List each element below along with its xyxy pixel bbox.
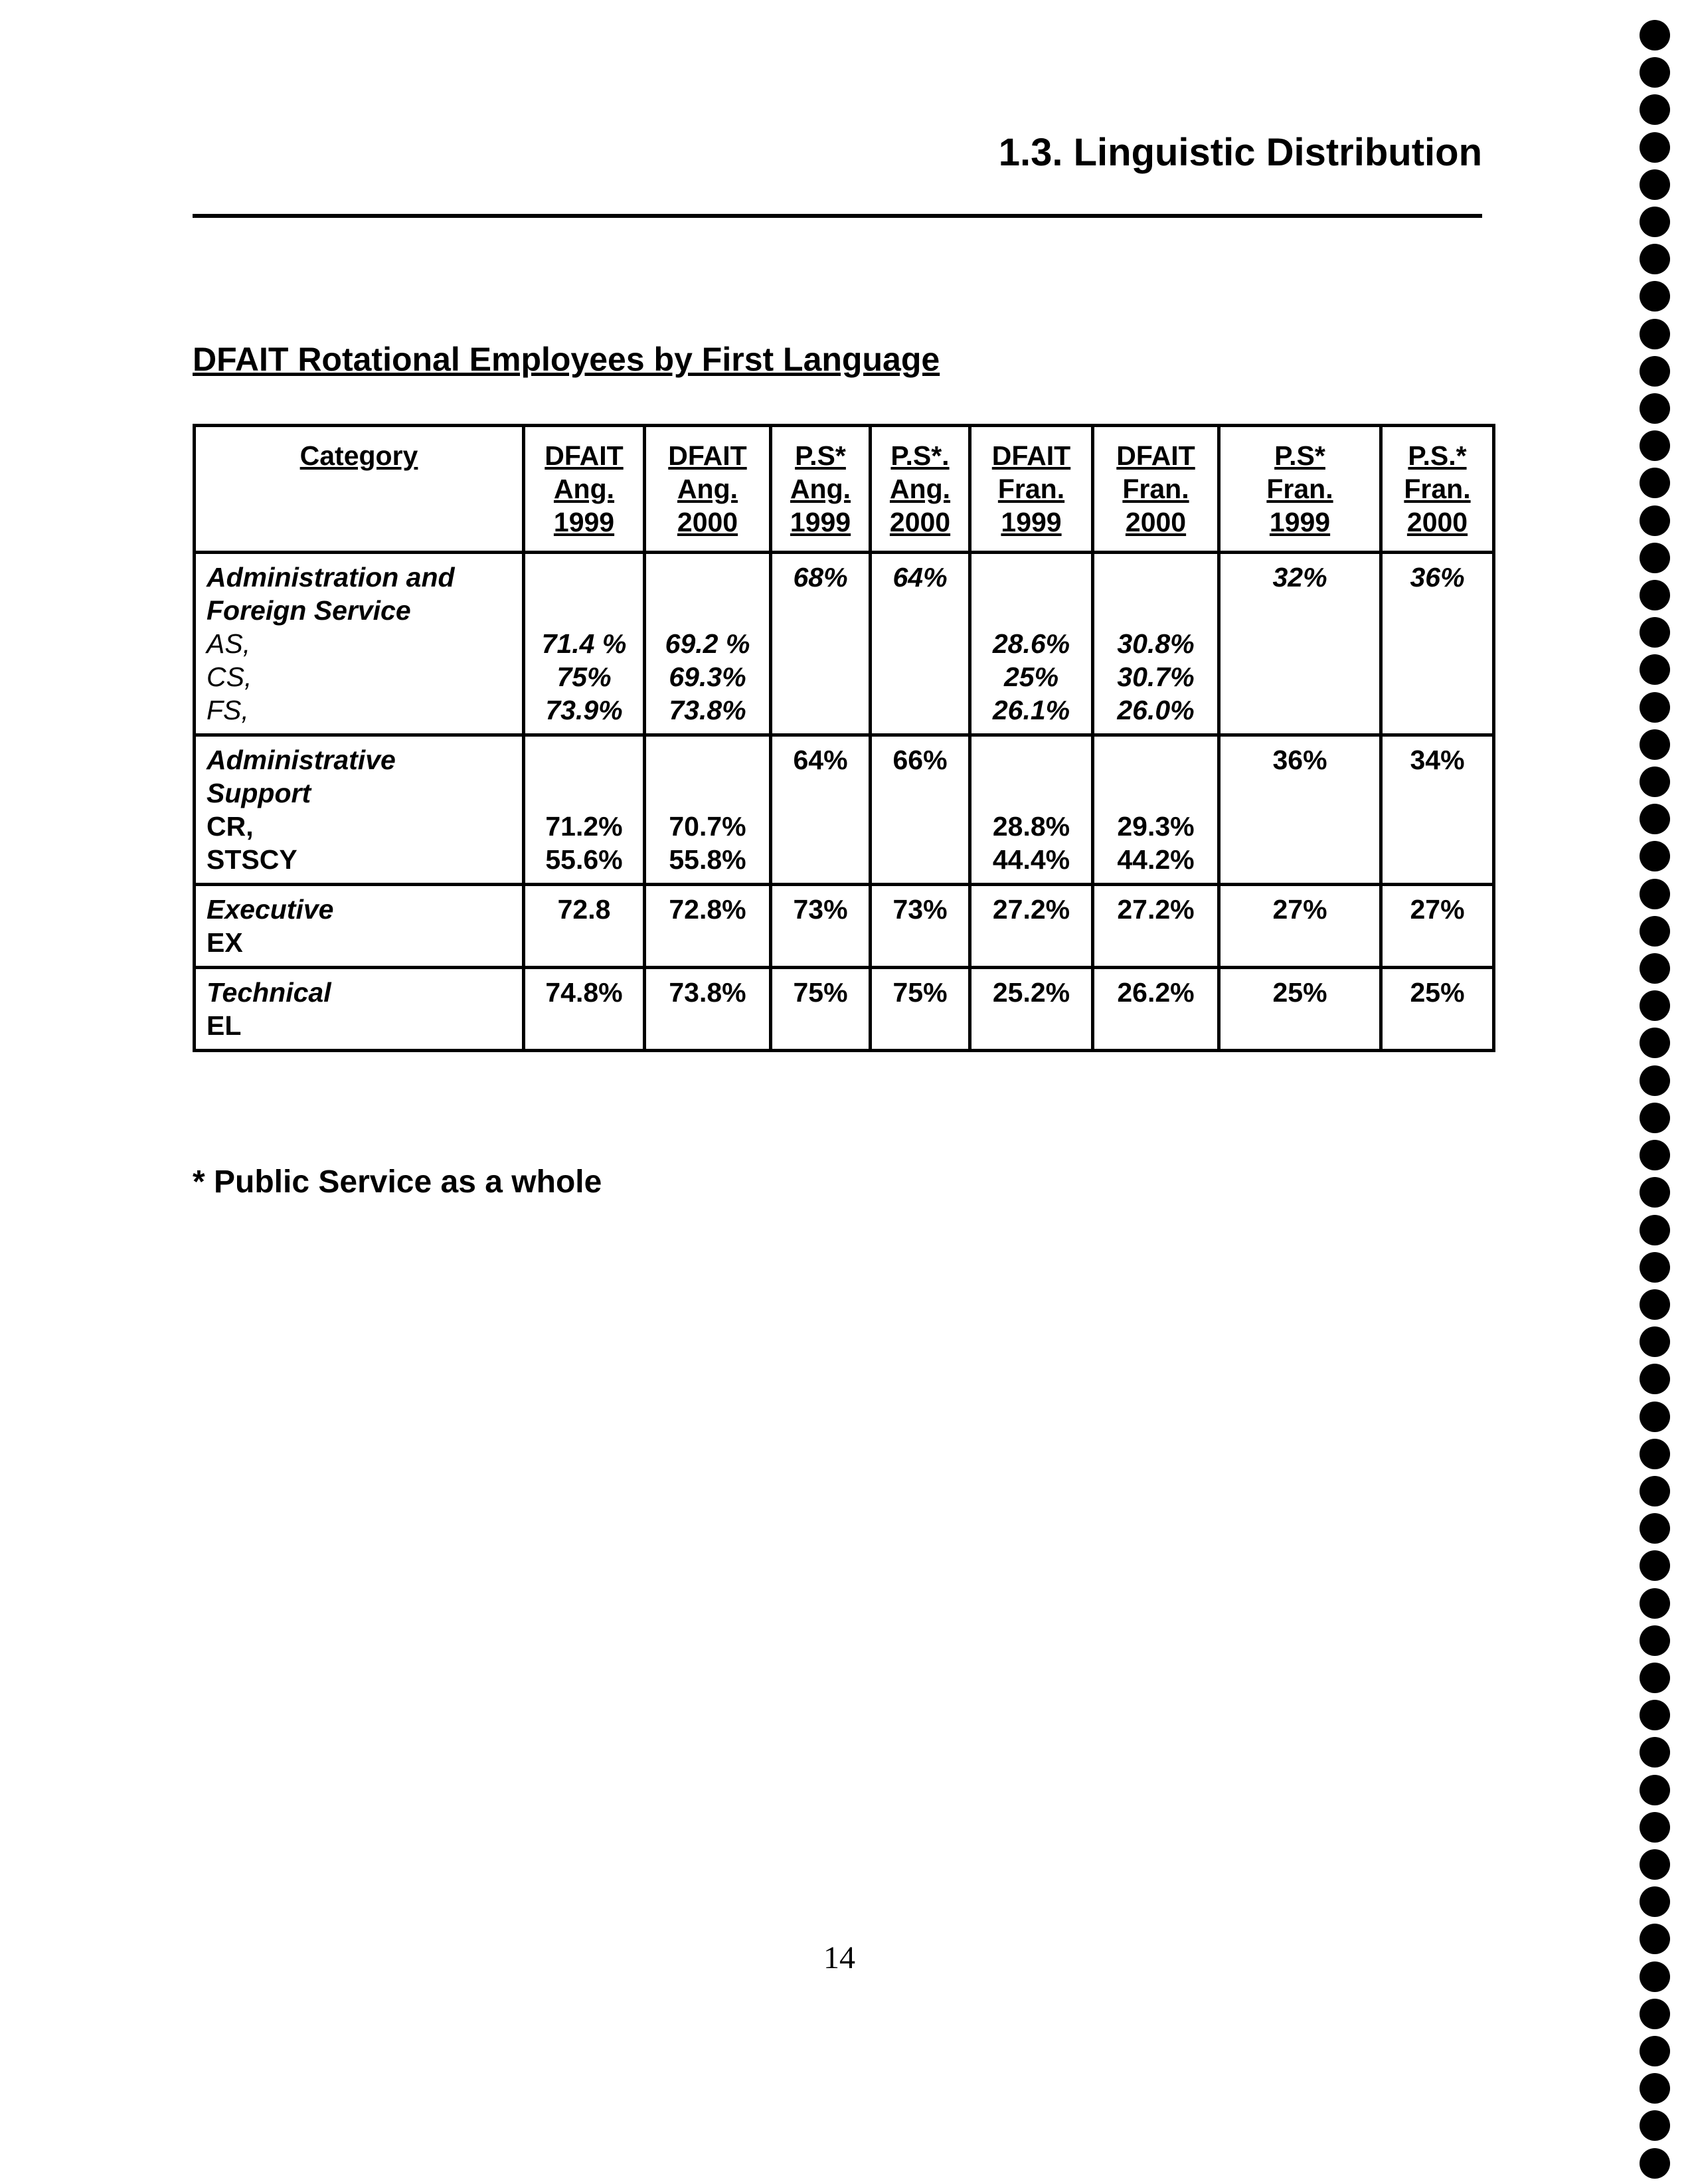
header-line: DFAIT [991, 440, 1071, 471]
value-cell [645, 553, 771, 735]
value-cell [970, 885, 1093, 968]
category-line: FS, [207, 695, 249, 725]
footnote: * Public Service as a whole [193, 1164, 602, 1200]
value-cell [524, 885, 645, 968]
value-cell [524, 553, 645, 735]
value-line: 73.8% [669, 695, 746, 725]
binding-hole [1640, 94, 1670, 125]
binding-hole [1640, 319, 1670, 349]
category-line: Administrative [207, 745, 396, 775]
value-line [657, 743, 758, 776]
binding-hole [1640, 244, 1670, 274]
category-line: STSCY [207, 844, 297, 875]
header-line: Ang. [553, 474, 615, 504]
value-cell [645, 968, 771, 1051]
value-cell [1381, 968, 1494, 1051]
value-line [657, 776, 758, 810]
binding-hole [1640, 1476, 1670, 1506]
section-title: 1.3. Linguistic Distribution [998, 131, 1482, 174]
value-line: 28.8% [992, 811, 1070, 842]
value-line [657, 594, 758, 627]
value-line: 73.9% [545, 695, 623, 725]
value-line: 36% [1410, 562, 1465, 592]
header-line: 2000 [889, 507, 951, 537]
header-line: P.S.* [1408, 440, 1467, 471]
value-line [657, 561, 758, 594]
value-line: 30.8% [1117, 628, 1195, 659]
table-row [195, 553, 1494, 735]
value-cell [1219, 885, 1381, 968]
category-cell [195, 968, 524, 1051]
category-line: Support [207, 778, 311, 808]
category-line: AS, [207, 628, 251, 659]
value-line: 29.3% [1117, 811, 1195, 842]
binding-hole [1640, 617, 1670, 648]
value-line [1105, 561, 1207, 594]
value-line [982, 561, 1080, 594]
header-line: 2000 [1406, 507, 1468, 537]
value-line [536, 776, 632, 810]
value-line: 73% [892, 894, 948, 925]
binding-hole [1640, 1364, 1670, 1394]
table-row [195, 735, 1494, 885]
value-cell [771, 553, 871, 735]
value-line [536, 594, 632, 627]
binding-hole [1640, 1924, 1670, 1954]
category-line: EL [207, 1010, 242, 1041]
header-rule [193, 214, 1482, 218]
binding-hole [1640, 1028, 1670, 1058]
binding-hole [1640, 1775, 1670, 1805]
value-cell [1093, 553, 1219, 735]
binding-hole [1640, 1065, 1670, 1096]
value-line: 27.2% [992, 894, 1070, 925]
value-line: 75% [793, 977, 848, 1008]
value-cell [970, 553, 1093, 735]
value-line: 25% [1410, 977, 1465, 1008]
binding-hole [1640, 2110, 1670, 2141]
value-cell [1093, 735, 1219, 885]
value-line: 70.7% [669, 811, 746, 842]
binding-hole [1640, 841, 1670, 871]
header-line: Fran. [1266, 474, 1333, 504]
value-line [982, 776, 1080, 810]
value-line: 25% [1003, 662, 1059, 692]
column-header [524, 426, 645, 553]
header-line: P.S* [795, 440, 846, 471]
table-title: DFAIT Rotational Employees by First Language [193, 341, 940, 378]
binding-hole [1640, 1140, 1670, 1170]
value-cell [1093, 885, 1219, 968]
header-line: 1999 [1269, 507, 1331, 537]
spiral-binding [1635, 20, 1675, 2179]
value-line: 27% [1410, 894, 1465, 925]
column-header [1219, 426, 1381, 553]
value-cell [871, 885, 970, 968]
value-line: 55.6% [545, 844, 623, 875]
binding-hole [1640, 2073, 1670, 2104]
binding-hole [1640, 169, 1670, 200]
binding-hole [1640, 1700, 1670, 1730]
category-line: Administration and [207, 562, 455, 592]
value-line: 36% [1272, 745, 1327, 775]
binding-hole [1640, 1550, 1670, 1581]
column-header [970, 426, 1093, 553]
category-cell [195, 735, 524, 885]
header-line: P.S* [1274, 440, 1325, 471]
binding-hole [1640, 468, 1670, 498]
binding-hole [1640, 1103, 1670, 1133]
column-header [645, 426, 771, 553]
value-cell [1093, 968, 1219, 1051]
value-cell [1219, 968, 1381, 1051]
header-line: Ang. [889, 474, 951, 504]
value-line: 68% [793, 562, 848, 592]
value-line: 64% [793, 745, 848, 775]
binding-hole [1640, 1849, 1670, 1880]
value-line: 30.7% [1117, 662, 1195, 692]
value-line [536, 743, 632, 776]
column-header [1093, 426, 1219, 553]
value-cell [524, 735, 645, 885]
binding-hole [1640, 1252, 1670, 1283]
value-line: 26.2% [1117, 977, 1195, 1008]
header-line: DFAIT [1116, 440, 1195, 471]
value-line: 74.8% [545, 977, 623, 1008]
binding-hole [1640, 207, 1670, 237]
column-header [1381, 426, 1494, 553]
value-cell [1219, 553, 1381, 735]
value-cell [1381, 735, 1494, 885]
value-line: 25.2% [992, 977, 1070, 1008]
value-line: 75% [556, 662, 612, 692]
value-line: 25% [1272, 977, 1327, 1008]
header-line: 2000 [1125, 507, 1187, 537]
binding-hole [1640, 20, 1670, 50]
category-line: EX [207, 927, 243, 958]
binding-hole [1640, 1625, 1670, 1656]
binding-hole [1640, 1513, 1670, 1544]
category-line: CR, [207, 811, 254, 842]
value-line: 75% [892, 977, 948, 1008]
value-line: 44.4% [992, 844, 1070, 875]
value-line: 64% [892, 562, 948, 592]
binding-hole [1640, 1439, 1670, 1469]
binding-hole [1640, 1215, 1670, 1245]
binding-hole [1640, 580, 1670, 610]
binding-hole [1640, 2148, 1670, 2179]
value-line: 72.8 [557, 894, 611, 925]
binding-hole [1640, 916, 1670, 947]
binding-hole [1640, 281, 1670, 312]
header-line: Ang. [677, 474, 738, 504]
binding-hole [1640, 1999, 1670, 2029]
binding-hole [1640, 990, 1670, 1021]
binding-hole [1640, 692, 1670, 723]
value-line: 69.3% [669, 662, 746, 692]
value-line: 44.2% [1117, 844, 1195, 875]
binding-hole [1640, 1177, 1670, 1208]
header-line: 1999 [553, 507, 615, 537]
header-line: P.S*. [890, 440, 950, 471]
value-cell [771, 885, 871, 968]
value-cell [771, 735, 871, 885]
table-row [195, 968, 1494, 1051]
value-cell [1381, 885, 1494, 968]
value-line: 26.1% [992, 695, 1070, 725]
binding-hole [1640, 1402, 1670, 1432]
binding-hole [1640, 2036, 1670, 2066]
column-header-category [195, 426, 524, 553]
category-cell [195, 885, 524, 968]
value-cell [1381, 553, 1494, 735]
value-line [1105, 743, 1207, 776]
binding-hole [1640, 804, 1670, 834]
binding-hole [1640, 543, 1670, 573]
category-line: Foreign Service [207, 595, 411, 626]
table-header [195, 426, 1494, 553]
value-line [536, 561, 632, 594]
value-line: 26.0% [1117, 695, 1195, 725]
binding-hole [1640, 1326, 1670, 1357]
category-line: Technical [207, 977, 331, 1008]
category-cell [195, 553, 524, 735]
table-row [195, 885, 1494, 968]
table-body [195, 553, 1494, 1051]
header-line: 1999 [1001, 507, 1062, 537]
value-cell [970, 968, 1093, 1051]
value-line: 66% [892, 745, 948, 775]
value-line: 28.6% [992, 628, 1070, 659]
header-line: 2000 [677, 507, 738, 537]
value-cell [970, 735, 1093, 885]
binding-hole [1640, 505, 1670, 536]
column-header [871, 426, 970, 553]
binding-hole [1640, 953, 1670, 984]
binding-hole [1640, 654, 1670, 685]
binding-hole [1640, 430, 1670, 461]
value-cell [771, 968, 871, 1051]
category-line: Executive [207, 894, 334, 925]
value-line: 32% [1272, 562, 1327, 592]
value-line: 69.2 % [665, 628, 750, 659]
binding-hole [1640, 132, 1670, 163]
binding-hole [1640, 1588, 1670, 1619]
binding-hole [1640, 767, 1670, 797]
header-line: Category [299, 440, 418, 471]
value-line: 73% [793, 894, 848, 925]
binding-hole [1640, 1812, 1670, 1843]
header-line: Fran. [997, 474, 1065, 504]
binding-hole [1640, 393, 1670, 424]
value-line [982, 743, 1080, 776]
value-line [982, 594, 1080, 627]
header-line: Fran. [1404, 474, 1471, 504]
binding-hole [1640, 1663, 1670, 1693]
value-line: 72.8% [669, 894, 746, 925]
value-cell [1219, 735, 1381, 885]
linguistic-distribution-table [193, 424, 1495, 1052]
value-line: 34% [1410, 745, 1465, 775]
header-line: Fran. [1122, 474, 1189, 504]
header-line: DFAIT [668, 440, 747, 471]
binding-hole [1640, 1886, 1670, 1917]
column-header [771, 426, 871, 553]
binding-hole [1640, 1289, 1670, 1320]
value-cell [524, 968, 645, 1051]
binding-hole [1640, 879, 1670, 909]
header-line: 1999 [790, 507, 851, 537]
header-row [195, 426, 1494, 553]
value-line: 71.2% [545, 811, 623, 842]
header-line: Ang. [790, 474, 851, 504]
value-line: 73.8% [669, 977, 746, 1008]
page-number: 14 [823, 1940, 855, 1975]
value-cell [871, 553, 970, 735]
value-line: 27.2% [1117, 894, 1195, 925]
value-cell [645, 885, 771, 968]
binding-hole [1640, 729, 1670, 760]
binding-hole [1640, 1961, 1670, 1992]
binding-hole [1640, 57, 1670, 88]
value-line [1105, 594, 1207, 627]
value-cell [645, 735, 771, 885]
value-line: 55.8% [669, 844, 746, 875]
category-line: CS, [207, 662, 252, 692]
header-line: DFAIT [545, 440, 624, 471]
binding-hole [1640, 1737, 1670, 1768]
binding-hole [1640, 356, 1670, 387]
value-line: 71.4 % [541, 628, 627, 659]
value-line: 27% [1272, 894, 1327, 925]
value-cell [871, 968, 970, 1051]
value-line [1105, 776, 1207, 810]
value-cell [871, 735, 970, 885]
